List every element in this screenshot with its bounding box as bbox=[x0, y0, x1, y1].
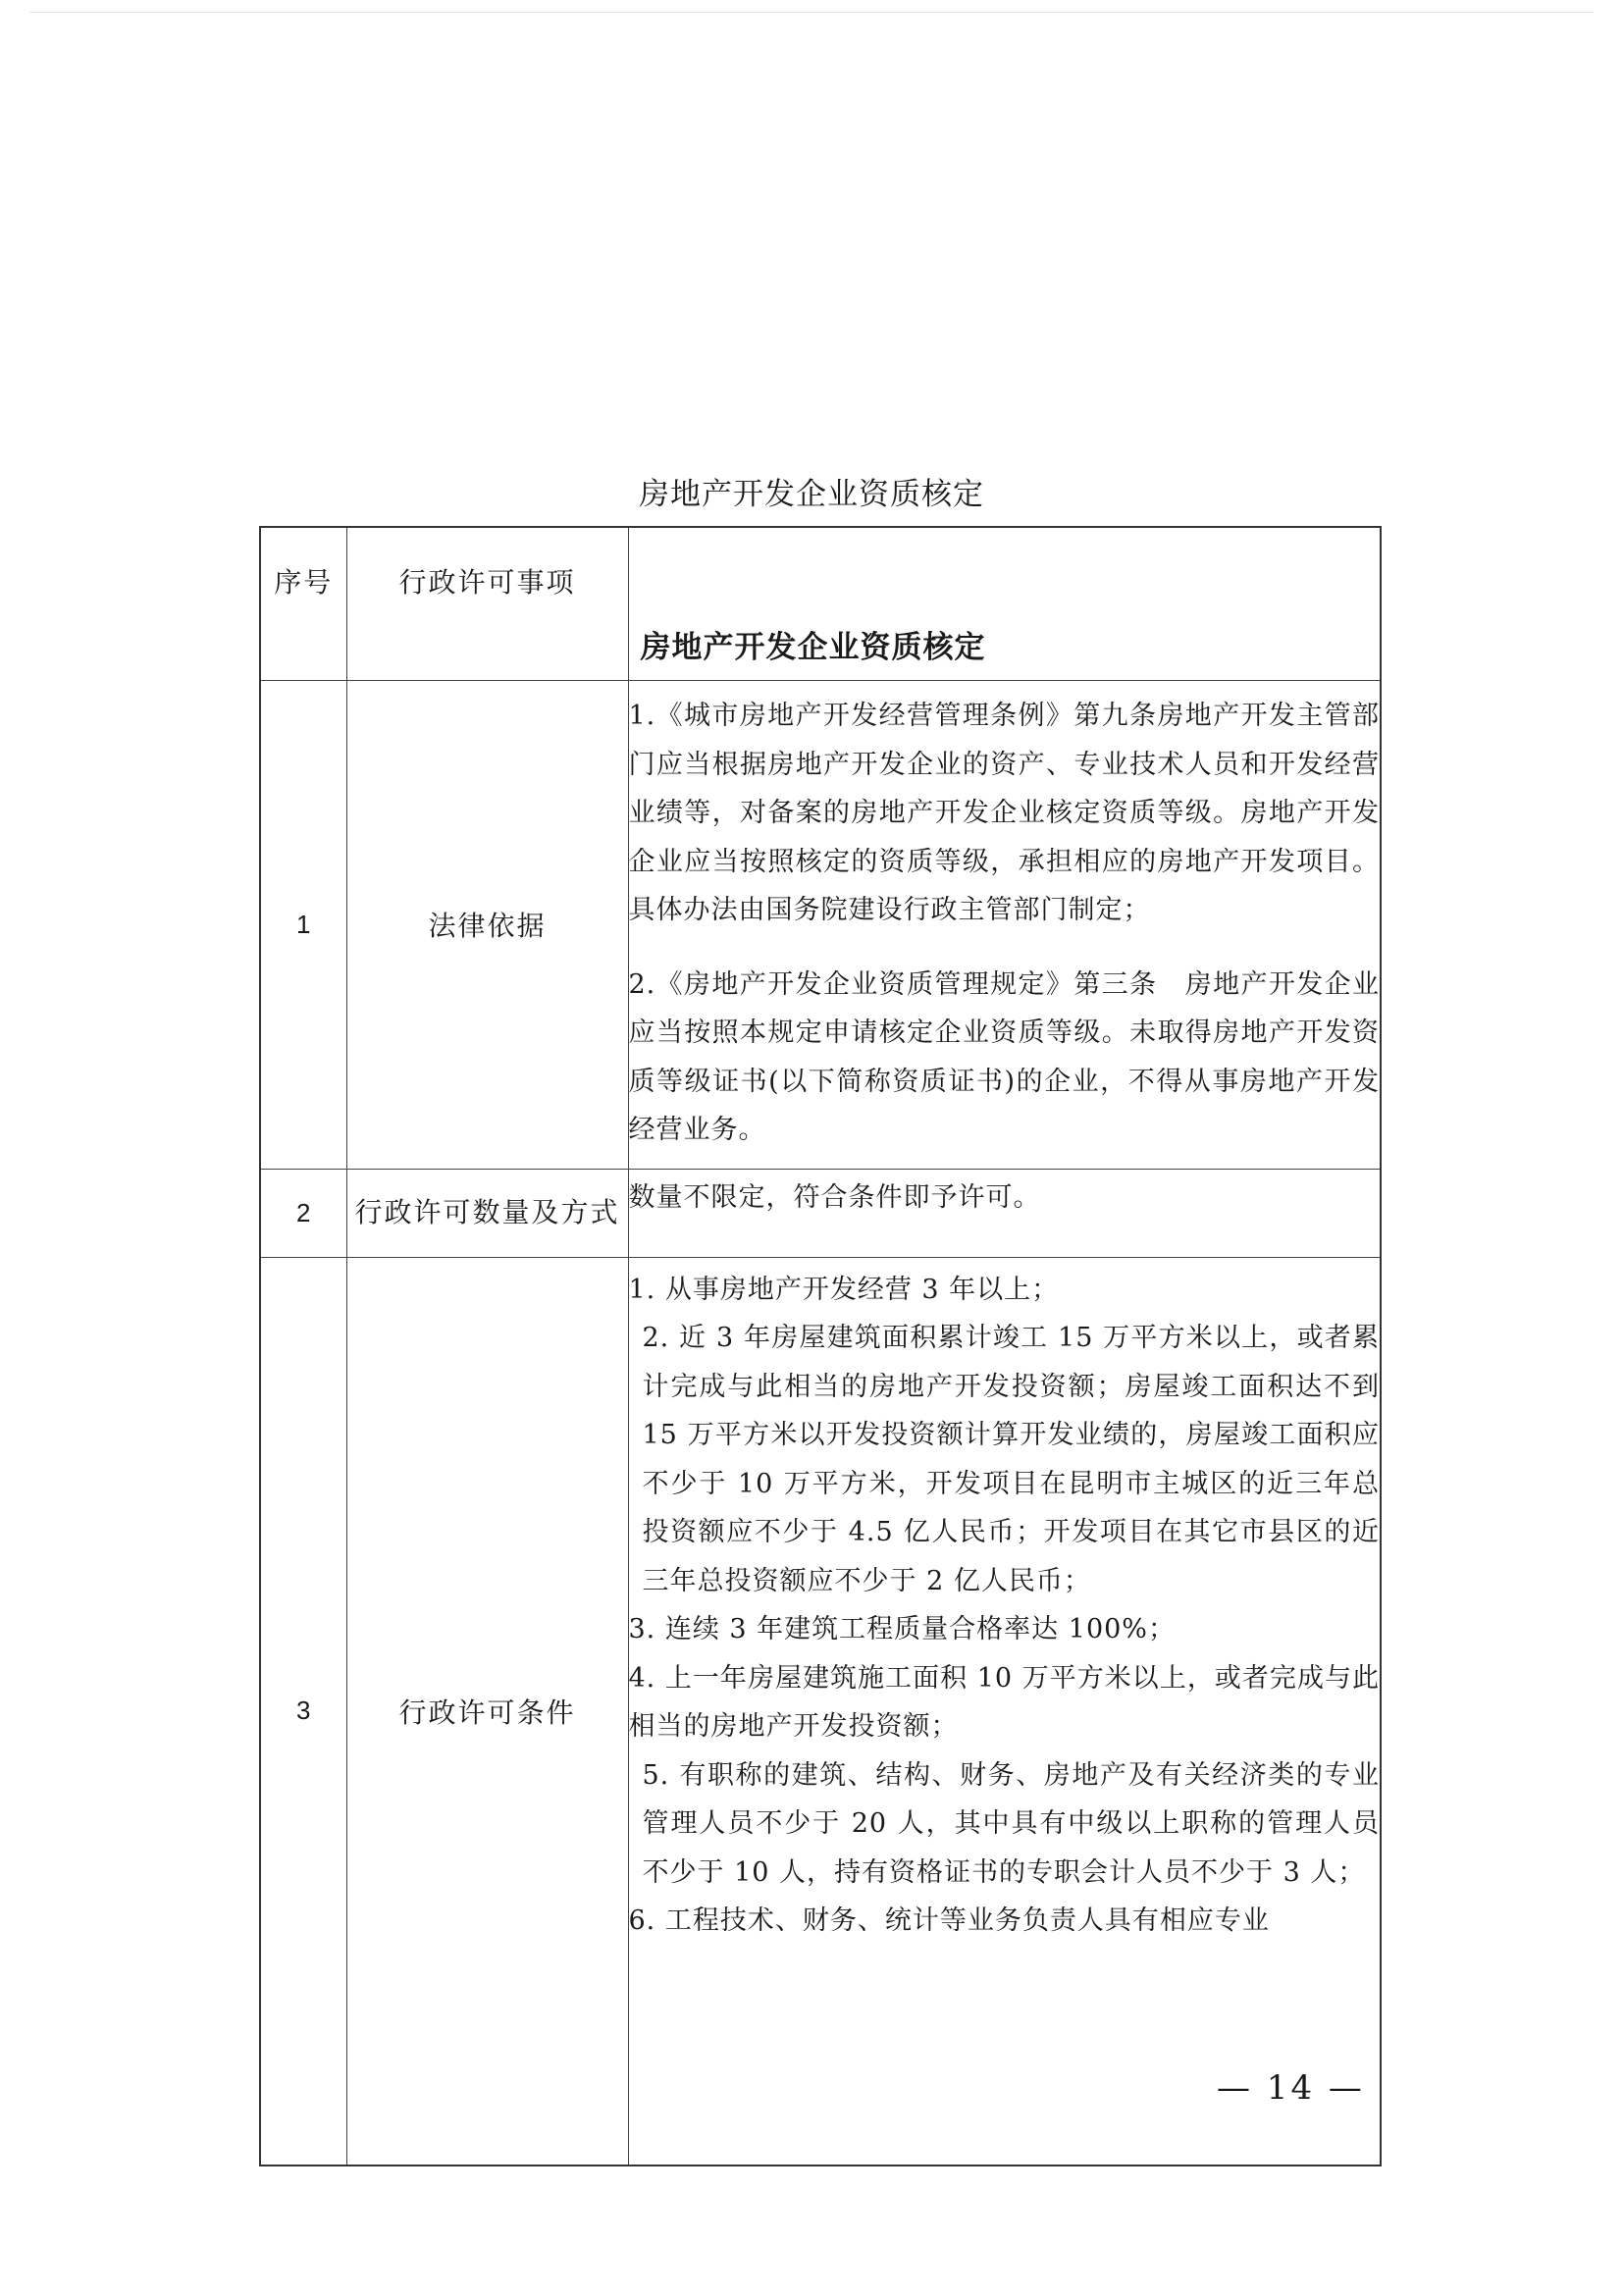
page-title: 房地产开发企业资质核定 bbox=[639, 477, 984, 512]
table-header-row bbox=[260, 527, 1381, 680]
content-paragraph: 4. 上一年房屋建筑施工面积 10 万平方米以上，或者完成与此相当的房地产开发投资额； bbox=[628, 1662, 1380, 1742]
row-serial-number: 2 bbox=[260, 1169, 346, 1257]
page-top-rule bbox=[29, 12, 1594, 13]
row-item-name: 行政许可数量及方式 bbox=[346, 1169, 628, 1257]
content-paragraph: 5. 有职称的建筑、结构、财务、房地产及有关经济类的专业管理人员不少于 20 人，其中具有中级以上职称的管理人员不少于 10 人，持有资格证书的专职会计人员不少于 3 人； bbox=[642, 1759, 1380, 1888]
table-row bbox=[260, 1257, 1381, 2166]
content-paragraph: 数量不限定，符合条件即予许可。 bbox=[628, 1181, 1041, 1213]
table-row bbox=[260, 1169, 1381, 1257]
row-content bbox=[628, 1169, 1381, 1257]
content-paragraph: 3. 连续 3 年建筑工程质量合格率达 100%； bbox=[628, 1614, 1176, 1644]
content-paragraph: 2. 近 3 年房屋建筑面积累计竣工 15 万平方米以上，或者累计完成与此相当的房地产开发投资额；房屋竣工面积达不到 15 万平方米以开发投资额计算开发业绩的，房屋竣工面积应不少于 10 万平方米，开发项目在昆明市主城区的近三年总投资额应不少于 4.5 亿人民币；开发项目在其它市县区的近三年总投资额应不少于 2 亿人民币； bbox=[642, 1323, 1380, 1596]
header-permit-name: 房地产开发企业资质核定 bbox=[628, 527, 1381, 680]
header-permit-item: 行政许可事项 bbox=[346, 527, 628, 680]
page-number: — 14 — bbox=[1217, 2068, 1365, 2108]
row-serial-number: 3 bbox=[260, 1257, 346, 2166]
table-row bbox=[260, 680, 1381, 1169]
content-paragraph: 1.《城市房地产开发经营管理条例》第九条房地产开发主管部门应当根据房地产开发企业的资产、专业技术人员和开发经营业绩等，对备案的房地产开发企业核定资质等级。房地产开发企业应当按照核定的资质等级，承担相应的房地产开发项目。具体办法由国务院建设行政主管部门制定； bbox=[628, 701, 1380, 926]
row-content bbox=[628, 1257, 1381, 2166]
content-paragraph: 1. 从事房地产开发经营 3 年以上； bbox=[628, 1274, 1060, 1305]
permit-table bbox=[259, 526, 1382, 2166]
content-paragraph: 6. 工程技术、财务、统计等业务负责人具有相应专业 bbox=[628, 1905, 1270, 1936]
row-item-name: 法律依据 bbox=[346, 680, 628, 1169]
row-item-name: 行政许可条件 bbox=[346, 1257, 628, 2166]
content-paragraph: 2.《房地产开发企业资质管理规定》第三条 房地产开发企业应当按照本规定申请核定企业资质等级。未取得房地产开发资质等级证书(以下简称资质证书)的企业，不得从事房地产开发经营业务。 bbox=[628, 968, 1380, 1146]
header-serial-number: 序号 bbox=[260, 527, 346, 680]
row-serial-number: 1 bbox=[260, 680, 346, 1169]
row-content bbox=[628, 680, 1381, 1169]
